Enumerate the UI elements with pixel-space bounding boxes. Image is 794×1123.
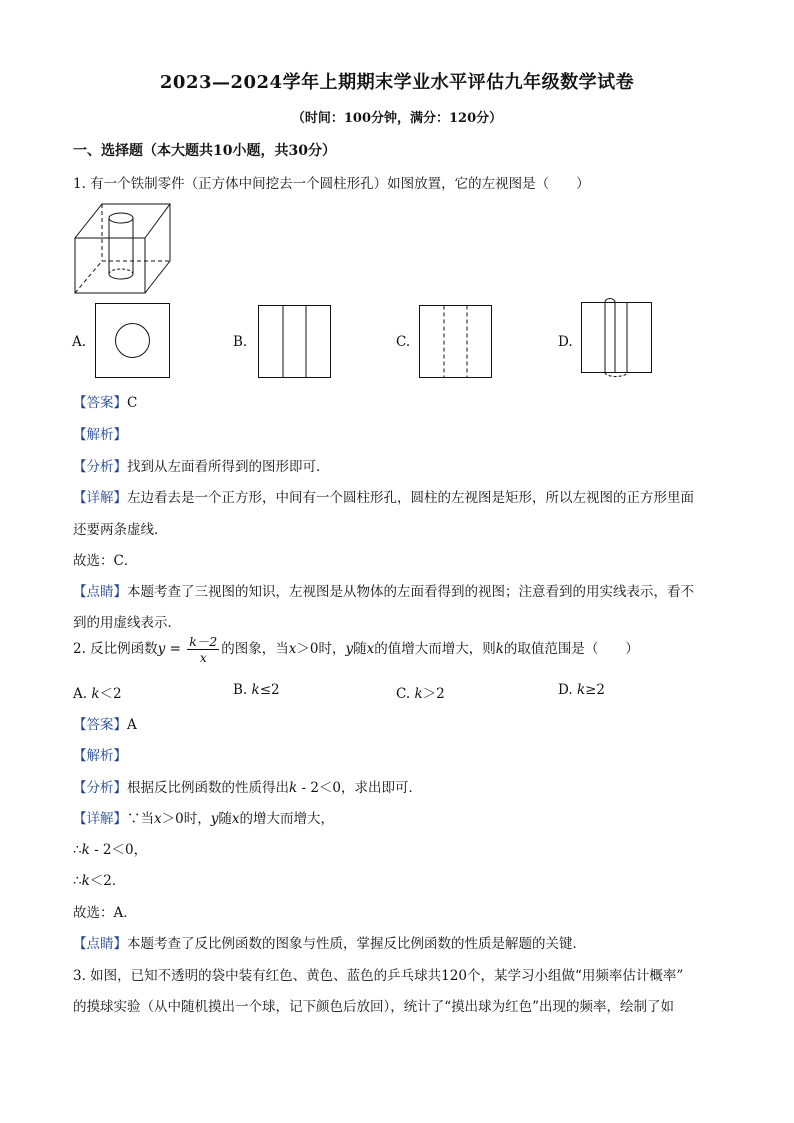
- q1-option-d-figure[interactable]: [581, 302, 655, 378]
- fenxi-text: - 2＜0，求出即可．: [297, 780, 423, 796]
- q2-var: k: [495, 641, 504, 657]
- option-var: k: [414, 686, 423, 702]
- step-var: k: [81, 842, 90, 858]
- fraction-denominator: x: [199, 650, 207, 665]
- option-rel: ＞2: [422, 686, 445, 702]
- xiangjie-text: ∵当: [127, 811, 154, 827]
- q1-option-c-figure[interactable]: [419, 305, 493, 379]
- q1-solid-figure: [74, 200, 174, 296]
- q2-var: y: [345, 641, 354, 657]
- step-symbol: ∴: [73, 873, 82, 889]
- exam-title: 2023—2024学年上期期末学业水平评估九年级数学试卷: [159, 72, 635, 93]
- step-var: k: [81, 873, 90, 889]
- fenxi-tag: 【分析】: [73, 780, 127, 796]
- xiangjie-var: x: [154, 811, 162, 827]
- answer-tag: 【答案】: [73, 717, 127, 733]
- option-label: C.: [396, 686, 415, 702]
- step-text: - 2＜0，: [89, 842, 148, 858]
- q2-fenxi: [73, 776, 422, 796]
- q2-answer: [73, 713, 137, 733]
- q2-stem-part: 随: [353, 641, 367, 657]
- q2-stem: [73, 634, 639, 665]
- q2-var: x: [288, 641, 297, 657]
- xiangjie-tag: 【详解】: [73, 811, 127, 827]
- q2-stem-part: 的取值范围是（ ）: [503, 641, 639, 657]
- answer-value: A: [127, 717, 137, 733]
- dianjing-text: 本题考查了三视图的知识，左视图是从物体的左面看得到的视图；注意看到的用实线表示，看不: [127, 584, 694, 600]
- q2-stem-part: 的值增大而增大，则: [374, 641, 496, 657]
- step-text: ＜2．: [89, 873, 126, 889]
- q1-option-a-label[interactable]: A.: [72, 334, 87, 350]
- q2-dianjing: [73, 932, 586, 952]
- xiangjie-var: y: [210, 811, 219, 827]
- q2-stem-part: 的图象，当: [221, 641, 289, 657]
- q2-option-b[interactable]: [233, 682, 280, 698]
- q1-option-a-figure[interactable]: [95, 303, 171, 379]
- q2-option-c[interactable]: [396, 682, 445, 702]
- option-rel: ≤2: [259, 682, 280, 698]
- q1-option-d-label[interactable]: D.: [558, 334, 573, 350]
- q2-fraction: [187, 634, 219, 665]
- section-heading: 一、选择题（本大题共10小题，共30分）: [73, 143, 336, 159]
- q1-dianjing: [73, 580, 694, 600]
- xiangjie-tag: 【详解】: [73, 490, 127, 506]
- option-var: k: [251, 682, 260, 698]
- option-label: A.: [73, 686, 92, 702]
- xiangjie-text: 左边看去是一个正方形，中间有一个圆柱形孔，圆柱的左视图是矩形，所以左视图的正方形里面: [127, 490, 694, 506]
- q2-stem-part: ＞0时，: [296, 641, 346, 657]
- q1-xiangjie: [73, 486, 694, 506]
- dianjing-tag: 【点睛】: [73, 936, 127, 952]
- q1-choose: 故选：C．: [73, 553, 138, 569]
- option-rel: ≥2: [585, 682, 606, 698]
- option-label: D.: [558, 682, 577, 698]
- xiangjie-text: 的增大而增大，: [239, 811, 334, 827]
- dianjing-tag: 【点睛】: [73, 584, 127, 600]
- fenxi-tag: 【分析】: [73, 459, 127, 475]
- option-var: k: [576, 682, 586, 698]
- q2-step-2: [73, 869, 125, 889]
- option-var: k: [91, 686, 100, 702]
- q3-stem-line-1: 3. 如图，已知不透明的袋中装有红色、黄色、蓝色的乒乓球共120个，某学习小组做“用频率估计概率”: [73, 968, 684, 984]
- exam-subtitle: （时间：100分钟，满分：120分）: [291, 111, 503, 126]
- q1-xiangjie-cont: 还要两条虚线．: [73, 522, 168, 538]
- step-symbol: ∴: [73, 842, 82, 858]
- fenxi-var: k: [289, 780, 298, 796]
- answer-value: C: [127, 395, 138, 411]
- answer-tag: 【答案】: [73, 395, 127, 411]
- q2-var: y: [157, 641, 166, 657]
- fenxi-text: 根据反比例函数的性质得出: [127, 780, 289, 796]
- q1-answer: [73, 391, 137, 411]
- q1-option-b-label[interactable]: B.: [233, 334, 248, 350]
- q1-fenxi: [73, 455, 330, 475]
- q1-stem: 1. 有一个铁制零件（正方体中间挖去一个圆柱形孔）如图放置，它的左视图是（ ）: [73, 176, 590, 192]
- q1-option-c-label[interactable]: C.: [396, 334, 411, 350]
- q1-option-b-figure[interactable]: [258, 305, 332, 379]
- q2-analysis-heading: [73, 744, 127, 764]
- q2-choose: 故选：A．: [73, 905, 137, 921]
- option-label: B.: [233, 682, 252, 698]
- q1-dianjing-cont: 到的用虚线表示．: [73, 615, 181, 631]
- xiangjie-text: 随: [218, 811, 232, 827]
- analysis-tag: 【解析】: [73, 748, 127, 764]
- q2-xiangjie: [73, 807, 334, 827]
- q2-stem-part: 2. 反比例函数: [73, 641, 158, 657]
- q3-stem-line-2: 的摸球实验（从中随机摸出一个球，记下颜色后放回），统计了“摸出球为红色”出现的频率，绘制了如: [73, 999, 675, 1015]
- xiangjie-var: x: [231, 811, 240, 827]
- q2-option-d[interactable]: [558, 682, 605, 698]
- dianjing-text: 本题考查了反比例函数的图象与性质，掌握反比例函数的性质是解题的关键．: [127, 936, 586, 952]
- analysis-tag: 【解析】: [73, 427, 127, 443]
- q2-var: x: [366, 641, 375, 657]
- fenxi-text: 找到从左面看所得到的图形即可．: [127, 459, 330, 475]
- option-rel: ＜2: [99, 686, 122, 702]
- fraction-numerator: k－2: [189, 634, 218, 649]
- q2-option-a[interactable]: [73, 682, 122, 702]
- q2-stem-part: =: [165, 641, 186, 657]
- xiangjie-text: ＞0时，: [161, 811, 211, 827]
- q2-step-1: [73, 838, 147, 858]
- q1-analysis-heading: [73, 423, 127, 443]
